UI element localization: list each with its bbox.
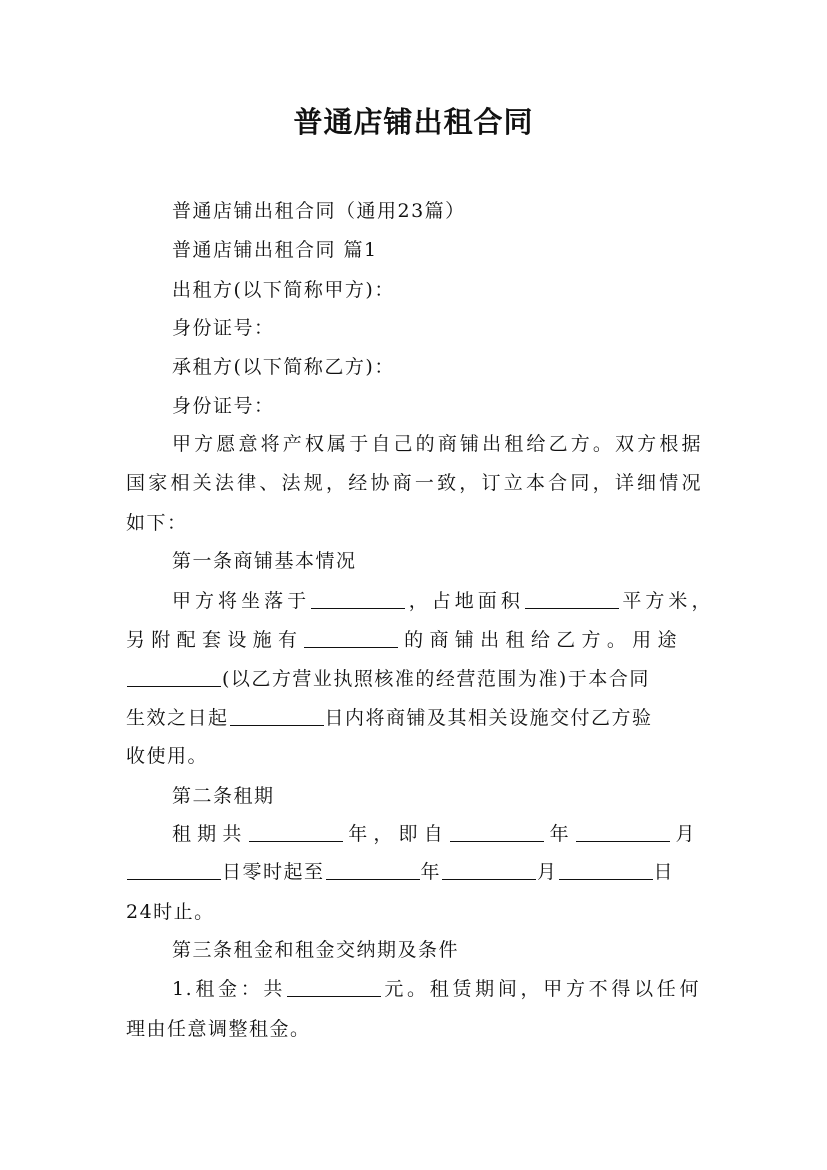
text-run: 年 xyxy=(420,861,442,883)
text-run: 另附配套设施有 xyxy=(126,629,304,651)
text-run: (以乙方营业执照核准的经营范围为准)于本合同 xyxy=(222,668,650,690)
text-run: 1.租金：共 xyxy=(172,978,287,1000)
text-run: 元。租赁期间，甲方不得以任何 xyxy=(382,978,700,1000)
text-run: 日零时起至 xyxy=(222,861,325,883)
paragraph-line: 国家相关法律、法规，经协商一致，订立本合同，详细情况 xyxy=(126,472,702,494)
paragraph-line xyxy=(126,627,678,653)
text-run: 月 xyxy=(537,861,558,883)
paragraph-line: 24时止。 xyxy=(126,901,215,923)
paragraph-line xyxy=(172,588,712,614)
fill-blank[interactable] xyxy=(525,590,619,609)
lessor-id-line: 身份证号： xyxy=(172,317,275,339)
fill-blank[interactable] xyxy=(450,823,544,842)
text-run: 年，即自 xyxy=(343,823,449,845)
fill-blank[interactable] xyxy=(442,861,536,880)
paragraph-line: 如下： xyxy=(126,512,188,534)
text-run: 的商铺出租给乙方。用途 xyxy=(399,629,678,651)
fill-blank[interactable] xyxy=(249,823,343,842)
paragraph-line: 收使用。 xyxy=(126,745,209,767)
paragraph-line xyxy=(126,666,650,692)
lessor-line: 出租方(以下简称甲方)： xyxy=(172,279,395,301)
text-run: 甲方将坐落于 xyxy=(172,590,311,612)
fill-blank[interactable] xyxy=(287,978,381,997)
fill-blank[interactable] xyxy=(326,861,420,880)
paragraph-line xyxy=(172,821,696,847)
text-run: 日 xyxy=(653,861,675,883)
section-heading: 普通店铺出租合同 篇1 xyxy=(172,239,378,261)
text-run: 日内将商铺及其相关设施交付乙方验 xyxy=(324,707,653,729)
document-title: 普通店铺出租合同 xyxy=(293,105,534,139)
text-run: 年 xyxy=(544,823,575,845)
article-heading: 第二条租期 xyxy=(172,785,275,807)
text-run: 月 xyxy=(670,823,696,845)
fill-blank[interactable] xyxy=(304,629,398,648)
lessee-line: 承租方(以下简称乙方)： xyxy=(172,356,395,378)
paragraph-line xyxy=(126,859,674,885)
fill-blank[interactable] xyxy=(127,861,221,880)
fill-blank[interactable] xyxy=(311,590,405,609)
fill-blank[interactable] xyxy=(559,861,653,880)
paragraph-line xyxy=(126,705,653,731)
paragraph-line: 甲方愿意将产权属于自己的商铺出租给乙方。双方根据 xyxy=(172,433,702,455)
fill-blank[interactable] xyxy=(230,707,324,726)
fill-blank[interactable] xyxy=(576,823,670,842)
subtitle-line: 普通店铺出租合同（通用23篇） xyxy=(172,200,466,222)
text-run: 平方米， xyxy=(619,590,712,612)
article-heading: 第一条商铺基本情况 xyxy=(172,550,357,572)
fill-blank[interactable] xyxy=(127,668,221,687)
lessee-id-line: 身份证号： xyxy=(172,395,275,417)
paragraph-line: 理由任意调整租金。 xyxy=(126,1018,311,1040)
text-run: 租期共 xyxy=(172,823,248,845)
text-run: ，占地面积 xyxy=(406,590,524,612)
article-heading: 第三条租金和租金交纳期及条件 xyxy=(172,939,460,961)
text-run: 生效之日起 xyxy=(126,707,229,729)
paragraph-line xyxy=(172,976,700,1002)
